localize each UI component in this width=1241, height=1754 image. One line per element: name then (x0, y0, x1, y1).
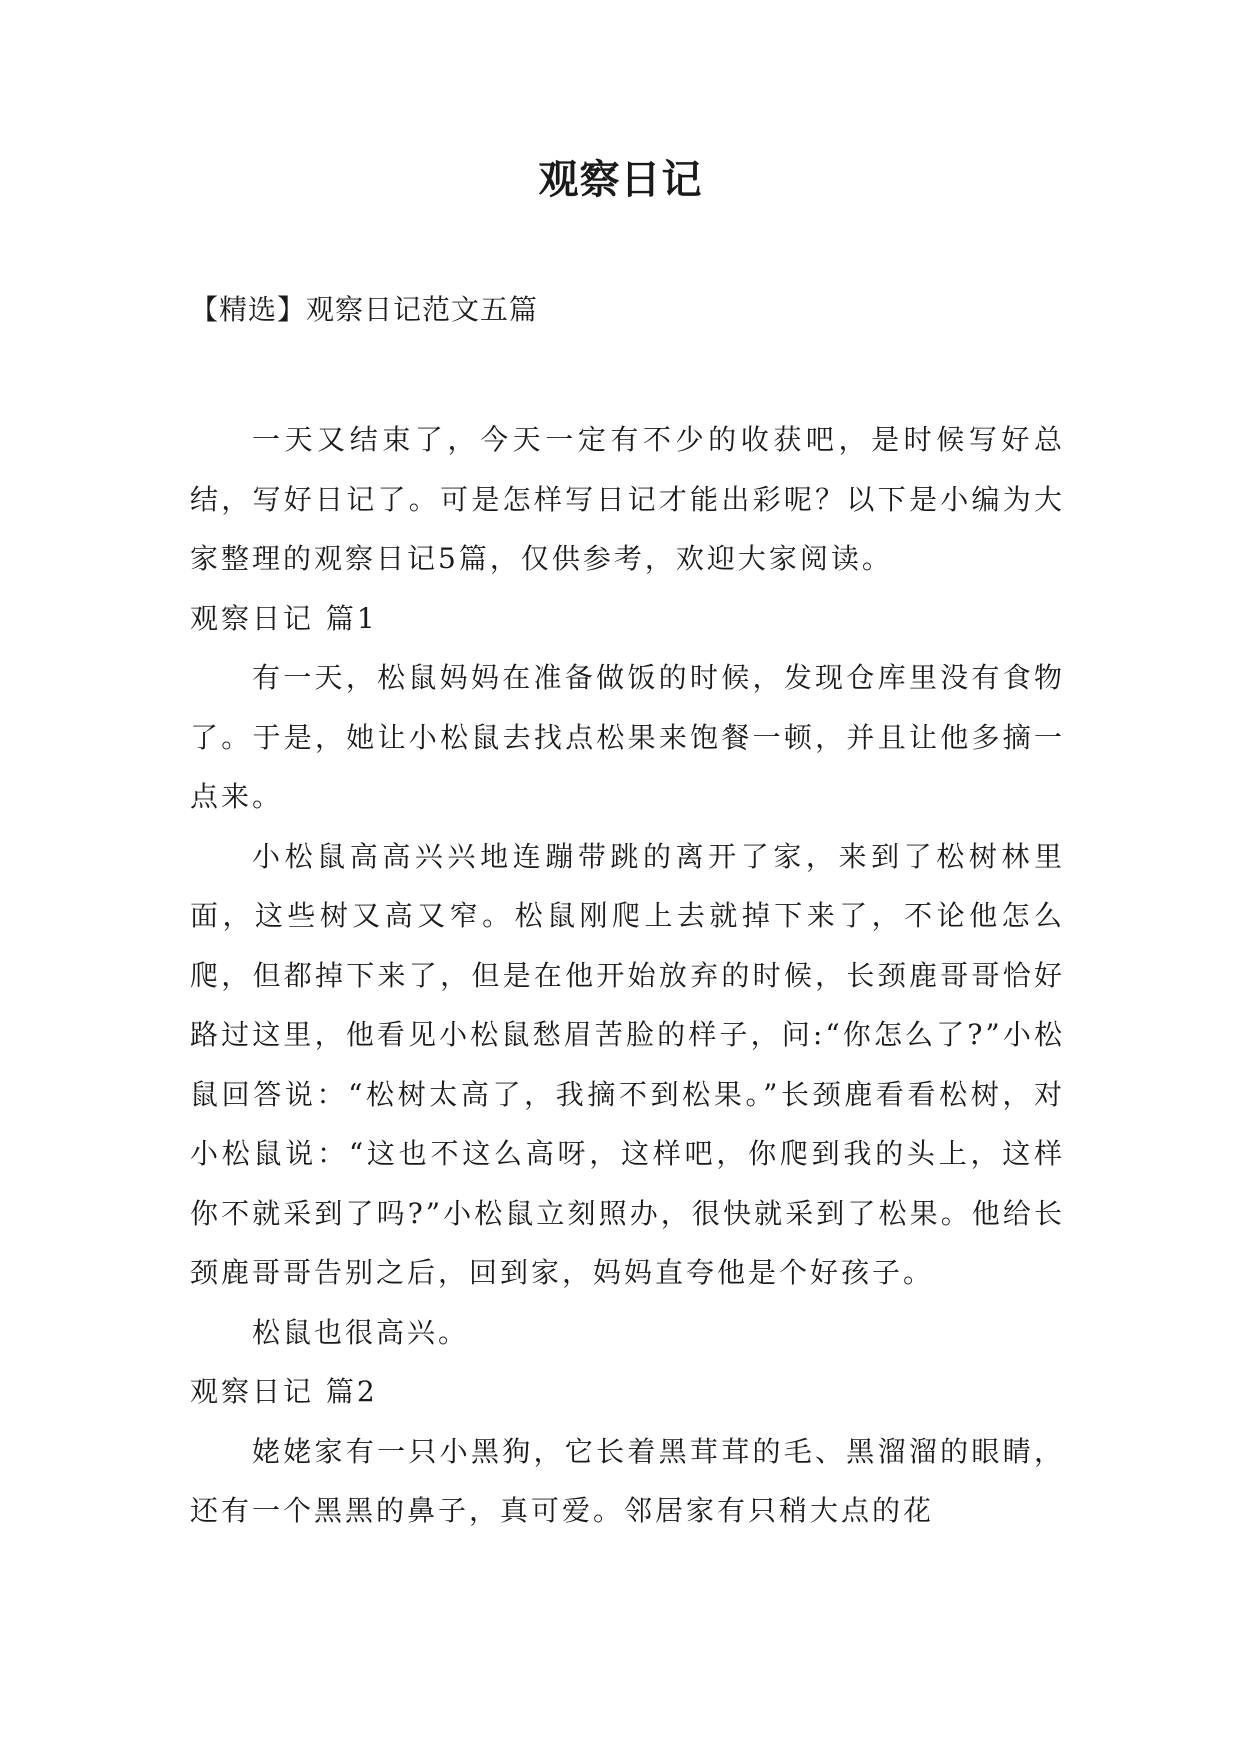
body-paragraph: 有一天，松鼠妈妈在准备做饭的时候，发现仓库里没有食物了。于是，她让小松鼠去找点松果来饱餐一顿，并且让他多摘一点来。 (190, 661, 1065, 813)
body-paragraph: 松鼠也很高兴。 (252, 1315, 470, 1349)
document-body (190, 410, 1065, 1541)
document-subtitle: 【精选】观察日记范文五篇 (190, 293, 539, 326)
intro-paragraph: 一天又结束了，今天一定有不少的收获吧，是时候写好总结，写好日记了。可是怎样写日记才能出彩呢？以下是小编为大家整理的观察日记5篇，仅供参考，欢迎大家阅读。 (190, 423, 1065, 575)
body-paragraph: 姥姥家有一只小黑狗，它长着黑茸茸的毛、黑溜溜的眼睛，还有一个黑黑的鼻子，真可爱。邻居家有只稍大点的花 (190, 1434, 1065, 1527)
body-paragraph: 小松鼠高高兴兴地连蹦带跳的离开了家，来到了松树林里面，这些树又高又窄。松鼠刚爬上去就掉下来了，不论他怎么爬，但都掉下来了，但是在他开始放弃的时候，长颈鹿哥哥恰好路过这里，他看见小松鼠愁眉苦脸的样子，问:“你怎么了?”小松鼠回答说：“松树太高了，我摘不到松果。”长颈鹿看看松树，对小松鼠说：“这也不这么高呀，这样吧，你爬到我的头上，这样你不就采到了吗?”小松鼠立刻照办，很快就采到了松果。他给长颈鹿哥哥告别之后，回到家，妈妈直夸他是个好孩子。 (190, 839, 1065, 1289)
document-title: 观察日记 (538, 157, 703, 203)
section-heading-1: 观察日记 篇1 (190, 601, 378, 635)
section-heading-2: 观察日记 篇2 (190, 1375, 378, 1408)
